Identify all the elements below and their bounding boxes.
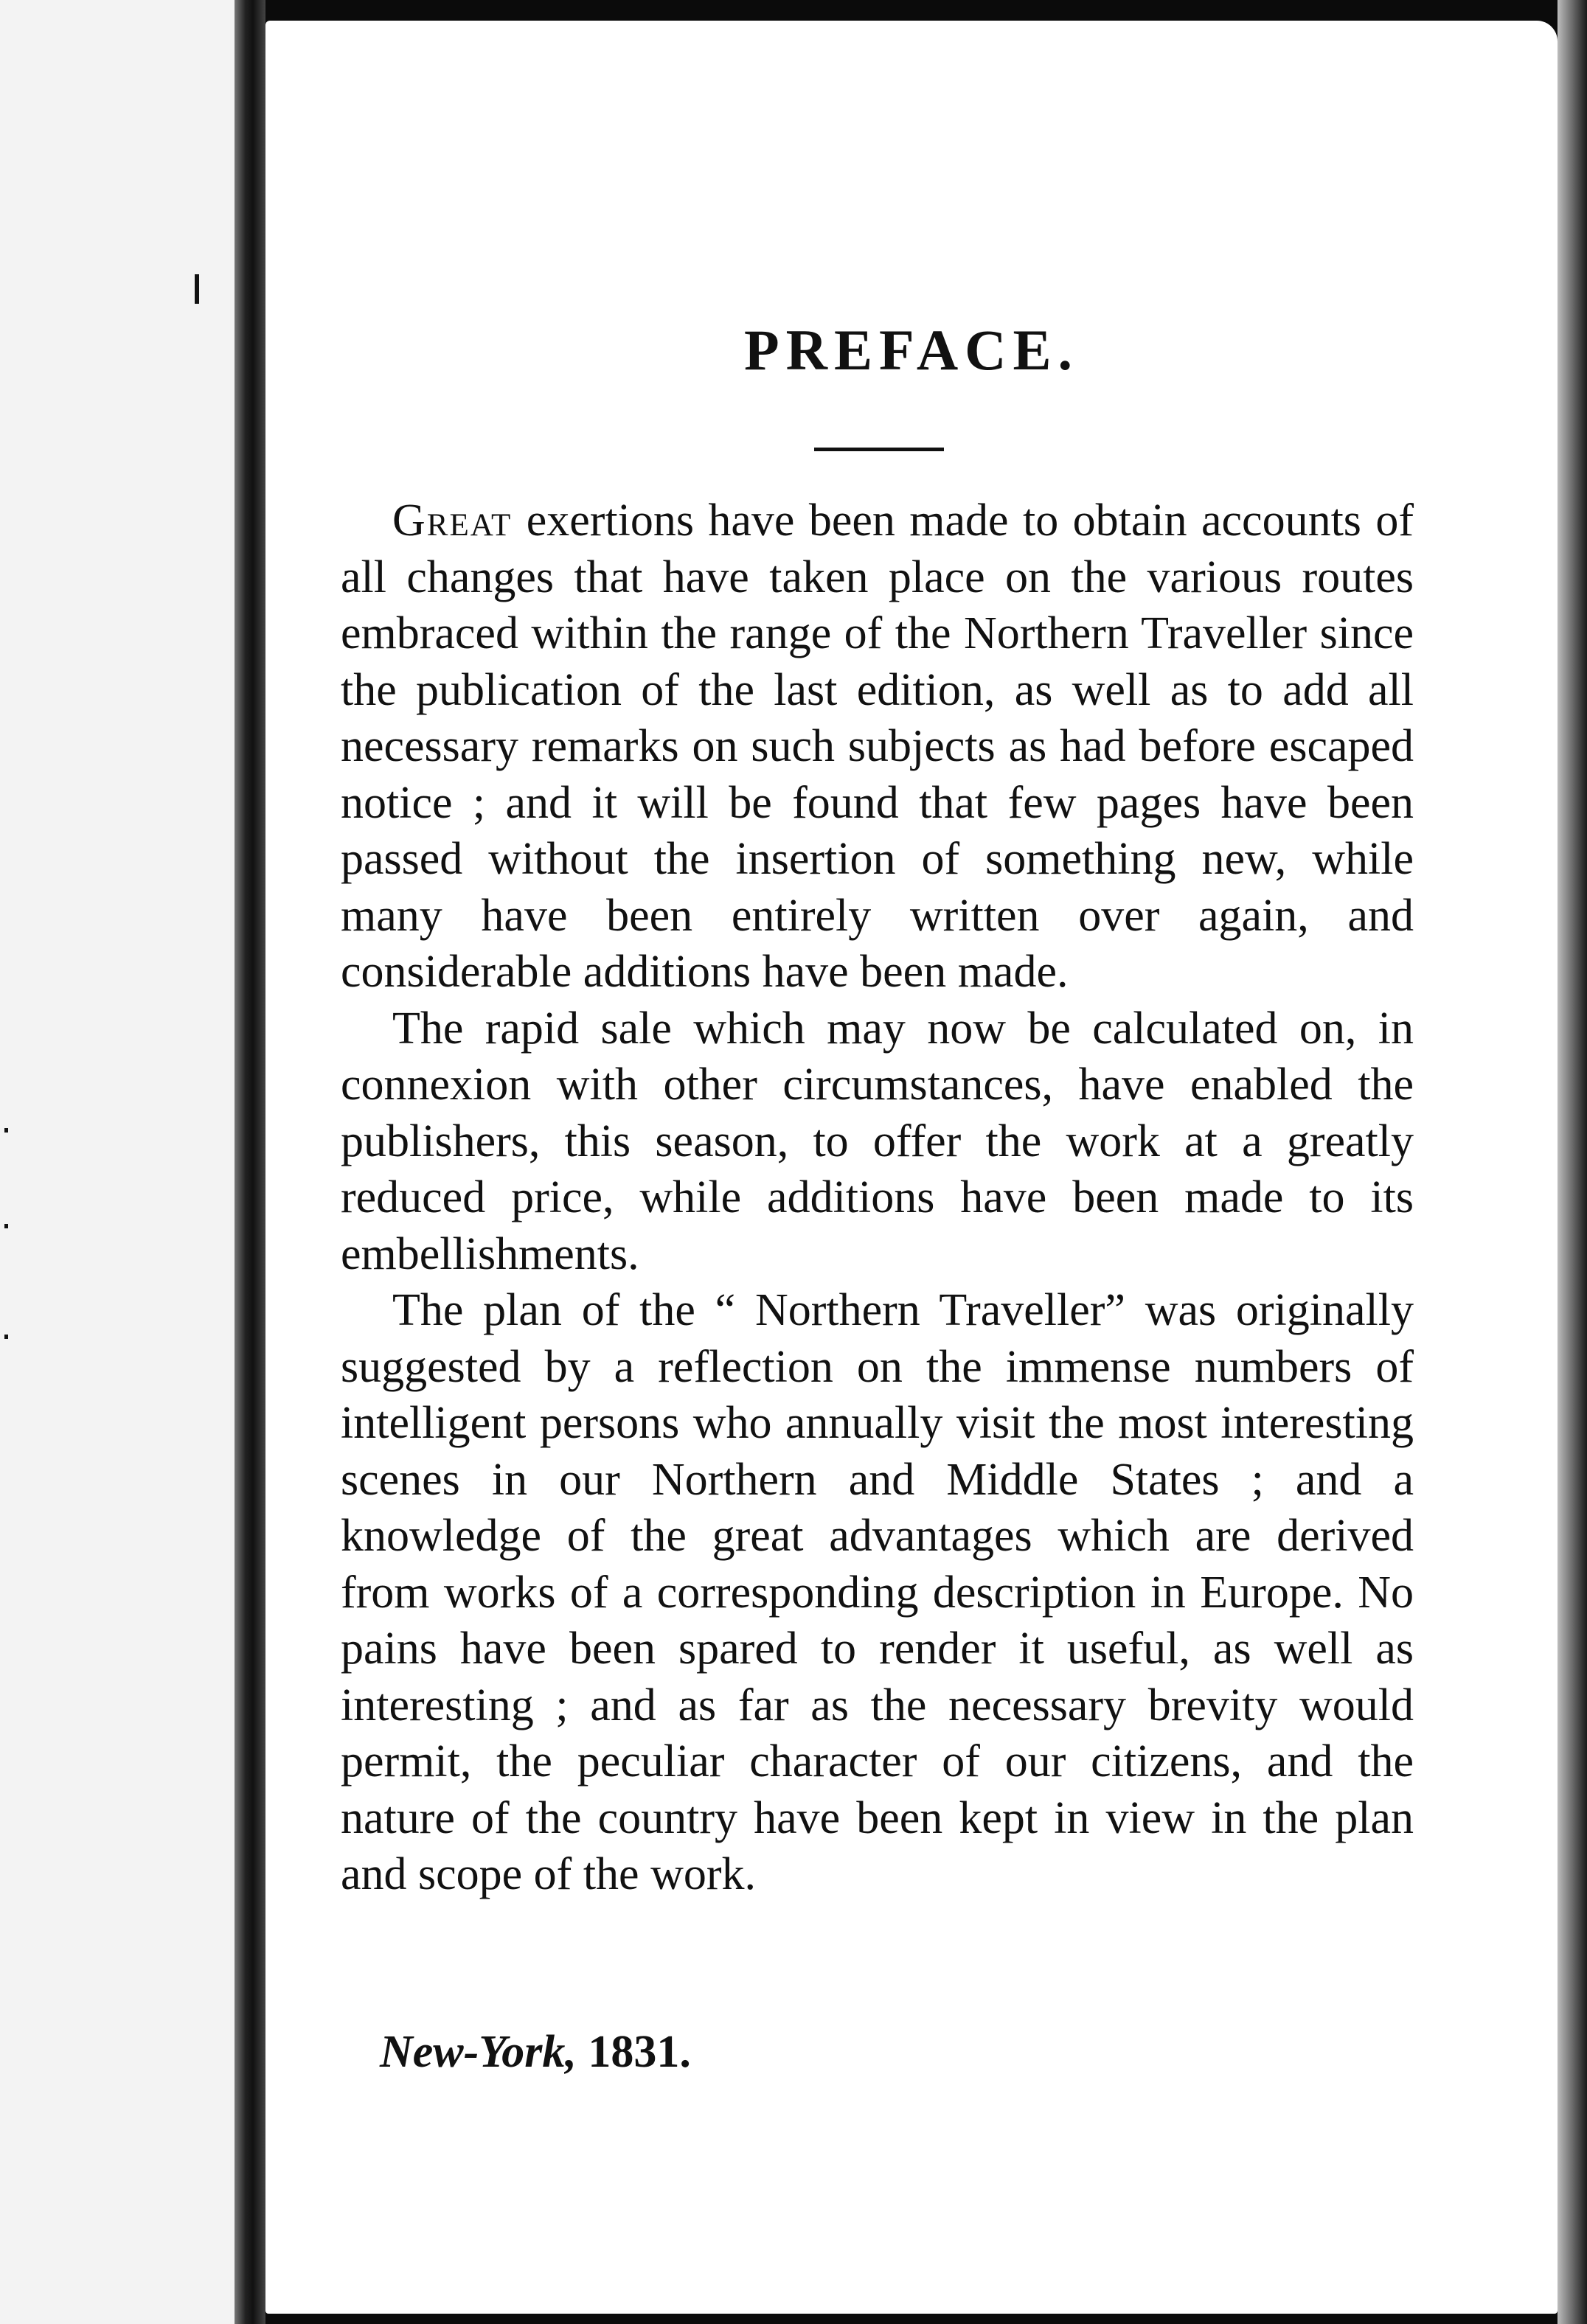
page-title: PREFACE. (743, 318, 1080, 382)
paragraph-2: The rapid sale which may now be calculated on, in connexion with other circumstances, have enabled the publishers, this season, to offer the work at a greatly reduced price, while additions have been made to its embellishments. (341, 1003, 1414, 1279)
paragraph-3: The plan of the “ Northern Traveller” was originally suggested by a reflection on the immense numbers of intelligent persons who annually visit the most interesting scenes in our Northern and Middle States ; and a knowledge of the great advantages which are derived from works of a corresponding description in Europe. No pains have been spared to render it useful, as well as interesting ; and as far as the necessary brevity would permit, the peculiar character of our citizens, and the nature of the country have been kept in view in the plan and scope of the work. (341, 1285, 1414, 1899)
signoff-year: 1831. (576, 2027, 691, 2077)
paragraph-lead-word: Great (392, 495, 513, 546)
title-rule (814, 448, 944, 451)
signoff-place: New-York, (380, 2027, 577, 2077)
page-edge-shadow (1558, 0, 1587, 2324)
paragraph-text: exertions have been made to obtain accounts of all changes that have taken place on the various routes embraced within the range of the Northern Traveller since the publication of the last edition, as well as to add all necessary remarks on such subjects as had before escaped notice ; and it will be found that few pages have been passed without the insertion of something new, while many have been entirely written over again, and considerable additions have been made. (341, 495, 1414, 997)
facing-page-edge (0, 0, 243, 2324)
preface-body (341, 493, 1414, 1903)
paragraph-1 (341, 493, 1414, 1001)
book-gutter (235, 0, 265, 2324)
signoff-line (380, 2024, 691, 2080)
